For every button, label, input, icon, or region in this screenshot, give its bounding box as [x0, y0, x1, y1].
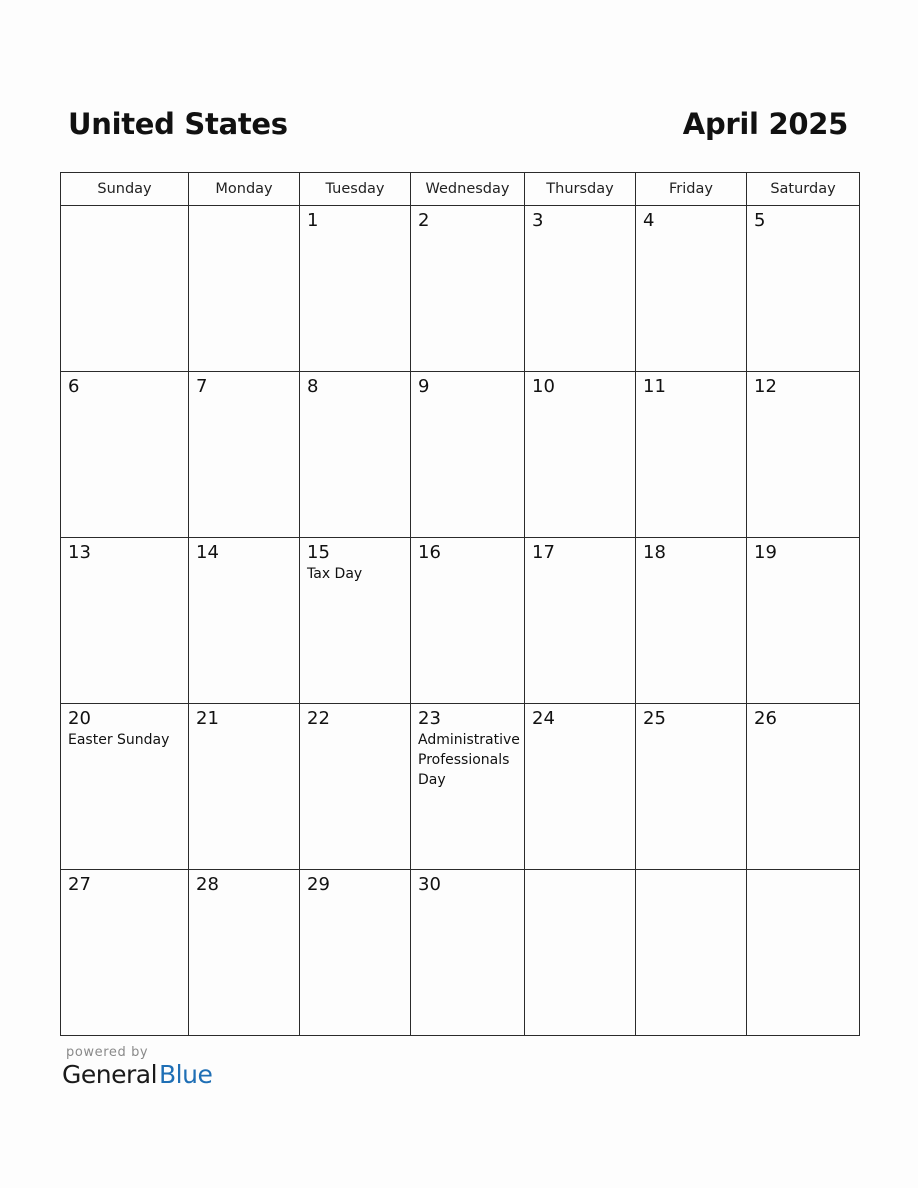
week-row	[61, 538, 860, 704]
day-number: 27	[68, 874, 91, 895]
day-number: 10	[532, 376, 555, 397]
day-cell	[411, 206, 525, 372]
day-cell	[61, 704, 189, 870]
day-number: 12	[754, 376, 777, 397]
day-number: 13	[68, 542, 91, 563]
day-cell	[411, 704, 525, 870]
day-number: 7	[196, 376, 208, 397]
weekday-header: Saturday	[747, 173, 860, 206]
day-number: 8	[307, 376, 319, 397]
day-cell	[61, 870, 189, 1036]
week-row	[61, 704, 860, 870]
day-cell	[525, 704, 636, 870]
day-number: 17	[532, 542, 555, 563]
calendar-grid	[60, 172, 860, 1036]
day-cell	[525, 372, 636, 538]
day-cell	[300, 538, 411, 704]
day-cell	[525, 206, 636, 372]
day-number: 15	[307, 542, 330, 563]
day-cell	[525, 870, 636, 1036]
day-cell	[300, 206, 411, 372]
day-cell	[189, 704, 300, 870]
week-row	[61, 372, 860, 538]
day-cell	[189, 538, 300, 704]
day-cell	[61, 206, 189, 372]
day-cell	[411, 372, 525, 538]
day-cell	[189, 870, 300, 1036]
weekday-header-row	[61, 173, 860, 206]
day-number: 21	[196, 708, 219, 729]
day-number: 1	[307, 210, 319, 231]
day-cell	[747, 372, 860, 538]
day-cell	[636, 372, 747, 538]
day-number	[189, 206, 299, 211]
day-number: 5	[754, 210, 766, 231]
holiday-label: Administrative Professionals Day	[418, 732, 520, 788]
day-number: 6	[68, 376, 80, 397]
weekday-header: Thursday	[525, 173, 636, 206]
day-number	[61, 206, 188, 211]
day-number	[525, 870, 635, 875]
day-number: 23	[418, 708, 441, 729]
day-number: 20	[68, 708, 91, 729]
day-number	[636, 870, 746, 875]
day-number: 3	[532, 210, 544, 231]
day-number	[747, 870, 859, 875]
holiday-label: Easter Sunday	[68, 732, 170, 748]
week-row	[61, 206, 860, 372]
day-cell	[300, 704, 411, 870]
day-cell	[411, 538, 525, 704]
brand-name-part1: General	[62, 1060, 158, 1089]
day-number: 18	[643, 542, 666, 563]
day-number: 16	[418, 542, 441, 563]
day-number: 4	[643, 210, 655, 231]
day-cell	[747, 206, 860, 372]
day-cell	[636, 206, 747, 372]
day-cell	[636, 538, 747, 704]
day-cell	[636, 704, 747, 870]
day-number: 25	[643, 708, 666, 729]
day-number: 19	[754, 542, 777, 563]
brand-name-part2: Blue	[159, 1060, 213, 1089]
weekday-header: Sunday	[61, 173, 189, 206]
day-cell	[747, 870, 860, 1036]
weekday-header: Friday	[636, 173, 747, 206]
day-number: 11	[643, 376, 666, 397]
day-number: 30	[418, 874, 441, 895]
day-cell	[411, 870, 525, 1036]
week-row	[61, 870, 860, 1036]
day-cell	[189, 372, 300, 538]
day-cell	[525, 538, 636, 704]
day-cell	[636, 870, 747, 1036]
day-number: 28	[196, 874, 219, 895]
day-cell	[300, 372, 411, 538]
day-cell	[747, 538, 860, 704]
day-number: 24	[532, 708, 555, 729]
weekday-header: Tuesday	[300, 173, 411, 206]
day-number: 22	[307, 708, 330, 729]
holiday-label: Tax Day	[307, 566, 363, 582]
day-cell	[61, 538, 189, 704]
day-number: 29	[307, 874, 330, 895]
day-cell	[61, 372, 189, 538]
brand-logo[interactable]	[62, 1061, 212, 1089]
weekday-header: Monday	[189, 173, 300, 206]
day-cell	[747, 704, 860, 870]
day-number: 14	[196, 542, 219, 563]
day-number: 9	[418, 376, 430, 397]
day-cell	[300, 870, 411, 1036]
footer	[62, 1045, 212, 1089]
calendar-country-title: United States	[68, 107, 288, 141]
day-number: 2	[418, 210, 430, 231]
calendar-month-title: April 2025	[682, 107, 848, 141]
powered-by-text: powered by	[66, 1045, 149, 1060]
day-cell	[189, 206, 300, 372]
weekday-header: Wednesday	[411, 173, 525, 206]
day-number: 26	[754, 708, 777, 729]
